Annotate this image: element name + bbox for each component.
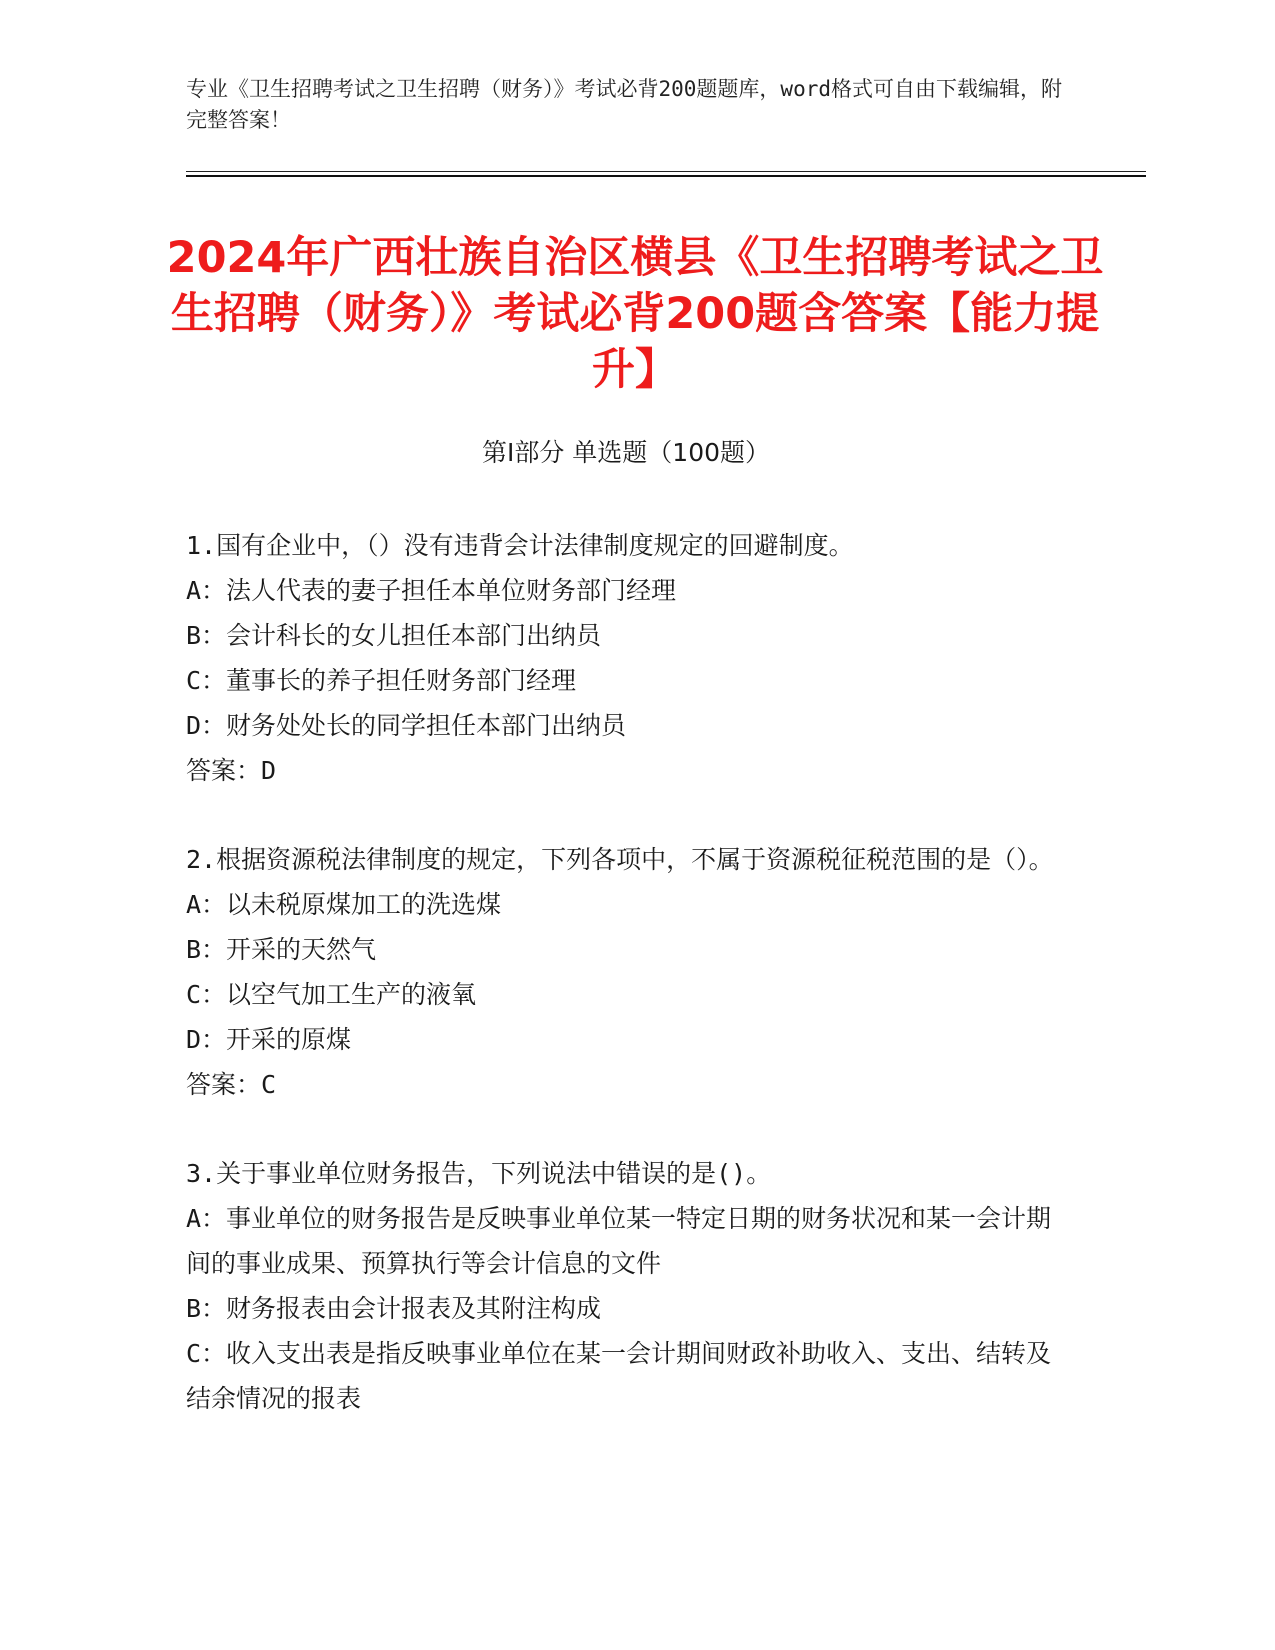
- question-stem: 2.根据资源税法律制度的规定，下列各项中，不属于资源税征税范围的是（）。: [186, 845, 1054, 874]
- question-option: D：财务处处长的同学担任本部门出纳员: [186, 711, 627, 740]
- question-option: B：开采的天然气: [186, 935, 377, 964]
- question-option: D：开采的原煤: [186, 1025, 352, 1054]
- question-item: [186, 523, 1066, 793]
- question-item: [186, 837, 1066, 1107]
- header-rule-thin: [186, 171, 1146, 172]
- question-option: A：法人代表的妻子担任本单位财务部门经理: [186, 576, 677, 605]
- question-stem: 1.国有企业中，（）没有违背会计法律制度规定的回避制度。: [186, 531, 854, 560]
- answer-value: D: [261, 756, 277, 785]
- answer-value: C: [261, 1070, 277, 1099]
- document-title: 2024年广西壮族自治区横县《卫生招聘考试之卫生招聘（财务）》考试必背200题含答案【能力提升】: [166, 233, 1104, 395]
- header-rule-thick: [186, 175, 1146, 177]
- question-option: B：财务报表由会计报表及其附注构成: [186, 1294, 602, 1323]
- question-option: B：会计科长的女儿担任本部门出纳员: [186, 621, 602, 650]
- answer-label: 答案：: [186, 756, 262, 785]
- question-option: A：以未税原煤加工的洗选煤: [186, 890, 502, 919]
- question-stem: 3.关于事业单位财务报告，下列说法中错误的是()。: [186, 1159, 772, 1188]
- question-item: [186, 1151, 1066, 1421]
- question-option: C：收入支出表是指反映事业单位在某一会计期间财政补助收入、支出、结转及结余情况的报表: [186, 1339, 1052, 1413]
- section-heading: 第Ⅰ部分 单选题（100题）: [481, 438, 771, 467]
- question-answer: [186, 1062, 1066, 1107]
- question-answer: [186, 748, 1066, 793]
- answer-label: 答案：: [186, 1070, 262, 1099]
- question-option: A：事业单位的财务报告是反映事业单位某一特定日期的财务状况和某一会计期间的事业成果、预算执行等会计信息的文件: [186, 1204, 1052, 1278]
- question-option: C：董事长的养子担任财务部门经理: [186, 666, 577, 695]
- header-note: 专业《卫生招聘考试之卫生招聘（财务）》考试必背200题题库，word格式可自由下载编辑，附完整答案！: [186, 77, 1062, 132]
- question-list: [186, 523, 1066, 1465]
- question-option: C：以空气加工生产的液氧: [186, 980, 477, 1009]
